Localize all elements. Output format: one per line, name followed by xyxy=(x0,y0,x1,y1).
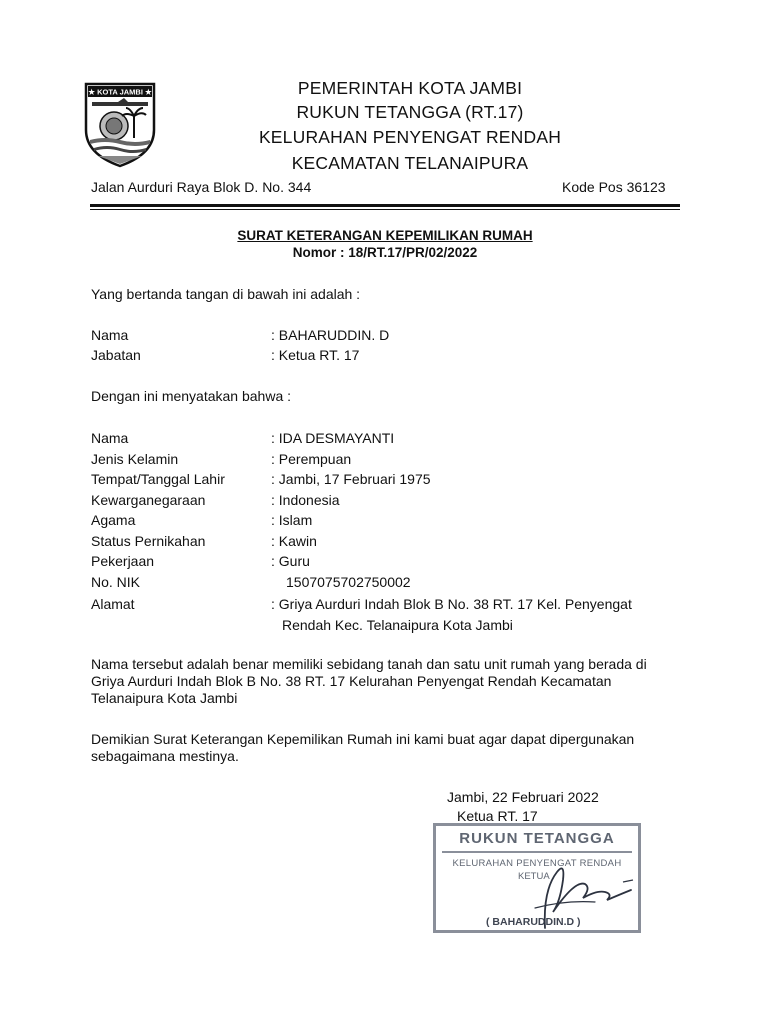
intro-text: Yang bertanda tangan di bawah ini adalah : xyxy=(91,286,361,302)
letterhead-rule-thin xyxy=(90,209,680,210)
subject-gender-label: Jenis Kelamin xyxy=(91,451,179,467)
stamp-subtitle: KELURAHAN PENYENGAT RENDAH xyxy=(452,858,622,869)
subject-address-label: Alamat xyxy=(91,596,135,612)
subject-citizenship-value: : Indonesia xyxy=(271,492,340,508)
statement-text: Dengan ini menyatakan bahwa : xyxy=(91,388,292,404)
letterhead-line-2: RUKUN TETANGGA (RT.17) xyxy=(296,102,524,122)
document-title xyxy=(90,228,680,243)
signature-place-date: Jambi, 22 Februari 2022 xyxy=(447,789,599,805)
letterhead-postal-code: Kode Pos 36123 xyxy=(562,179,666,195)
kota-jambi-emblem-icon xyxy=(80,78,160,168)
ownership-paragraph: Nama tersebut adalah benar memiliki sebidang tanah dan satu unit rumah yang berada di Griya Aurduri Indah Blok B No. 38 RT. 17 Kelurahan Penyengat Rendah Kecamatan Telanaipura Kota Jambi xyxy=(91,656,647,706)
stamp-name: ( BAHARUDDIN.D ) xyxy=(486,916,581,928)
subject-religion-value: : Islam xyxy=(271,512,313,528)
stamp-role: KETUA xyxy=(518,871,550,882)
subject-citizenship-label: Kewarganegaraan xyxy=(91,492,206,508)
subject-religion-label: Agama xyxy=(91,512,136,528)
letterhead-address: Jalan Aurduri Raya Blok D. No. 344 xyxy=(91,179,312,195)
document-number: Nomor : 18/RT.17/PR/02/2022 xyxy=(292,245,478,260)
letterhead-line-4: KECAMATAN TELANAIPURA xyxy=(291,153,529,173)
subject-name-label: Nama xyxy=(91,430,129,446)
letterhead-rule-thick xyxy=(90,204,680,207)
subject-birth-label: Tempat/Tanggal Lahir xyxy=(91,471,225,487)
subject-marital-value: : Kawin xyxy=(271,533,317,549)
subject-address-value-continued: Rendah Kec. Telanaipura Kota Jambi xyxy=(282,617,513,633)
signature-role: Ketua RT. 17 xyxy=(457,808,538,824)
subject-nik-label: No. NIK xyxy=(91,574,141,590)
letterhead-line-1: PEMERINTAH KOTA JAMBI xyxy=(297,78,523,98)
subject-address-value: : Griya Aurduri Indah Blok B No. 38 RT. 17 Kel. Penyengat xyxy=(271,596,632,612)
subject-nik-value: 1507075702750002 xyxy=(286,574,411,590)
letterhead-line-3: KELURAHAN PENYENGAT RENDAH xyxy=(258,127,562,147)
subject-gender-value: : Perempuan xyxy=(271,451,352,467)
subject-marital-label: Status Pernikahan xyxy=(91,533,206,549)
handwritten-signature-icon xyxy=(505,850,645,940)
stamp-title: RUKUN TETANGGA xyxy=(459,830,615,847)
signatory-name-label: Nama xyxy=(91,327,129,343)
signatory-name-value: : BAHARUDDIN. D xyxy=(271,327,390,343)
svg-text:★ KOTA JAMBI ★: ★ KOTA JAMBI ★ xyxy=(88,87,152,97)
closing-paragraph: Demikian Surat Keterangan Kepemilikan Rumah ini kami buat agar dapat dipergunakan sebagaimana mestinya. xyxy=(91,731,635,764)
signatory-position-value: : Ketua RT. 17 xyxy=(271,347,360,363)
signatory-position-label: Jabatan xyxy=(91,347,141,363)
subject-name-value: : IDA DESMAYANTI xyxy=(271,430,395,446)
subject-occupation-label: Pekerjaan xyxy=(91,553,155,569)
document-title-text: SURAT KETERANGAN KEPEMILIKAN RUMAH xyxy=(237,228,533,243)
subject-occupation-value: : Guru xyxy=(271,553,310,569)
subject-birth-value: : Jambi, 17 Februari 1975 xyxy=(271,471,431,487)
